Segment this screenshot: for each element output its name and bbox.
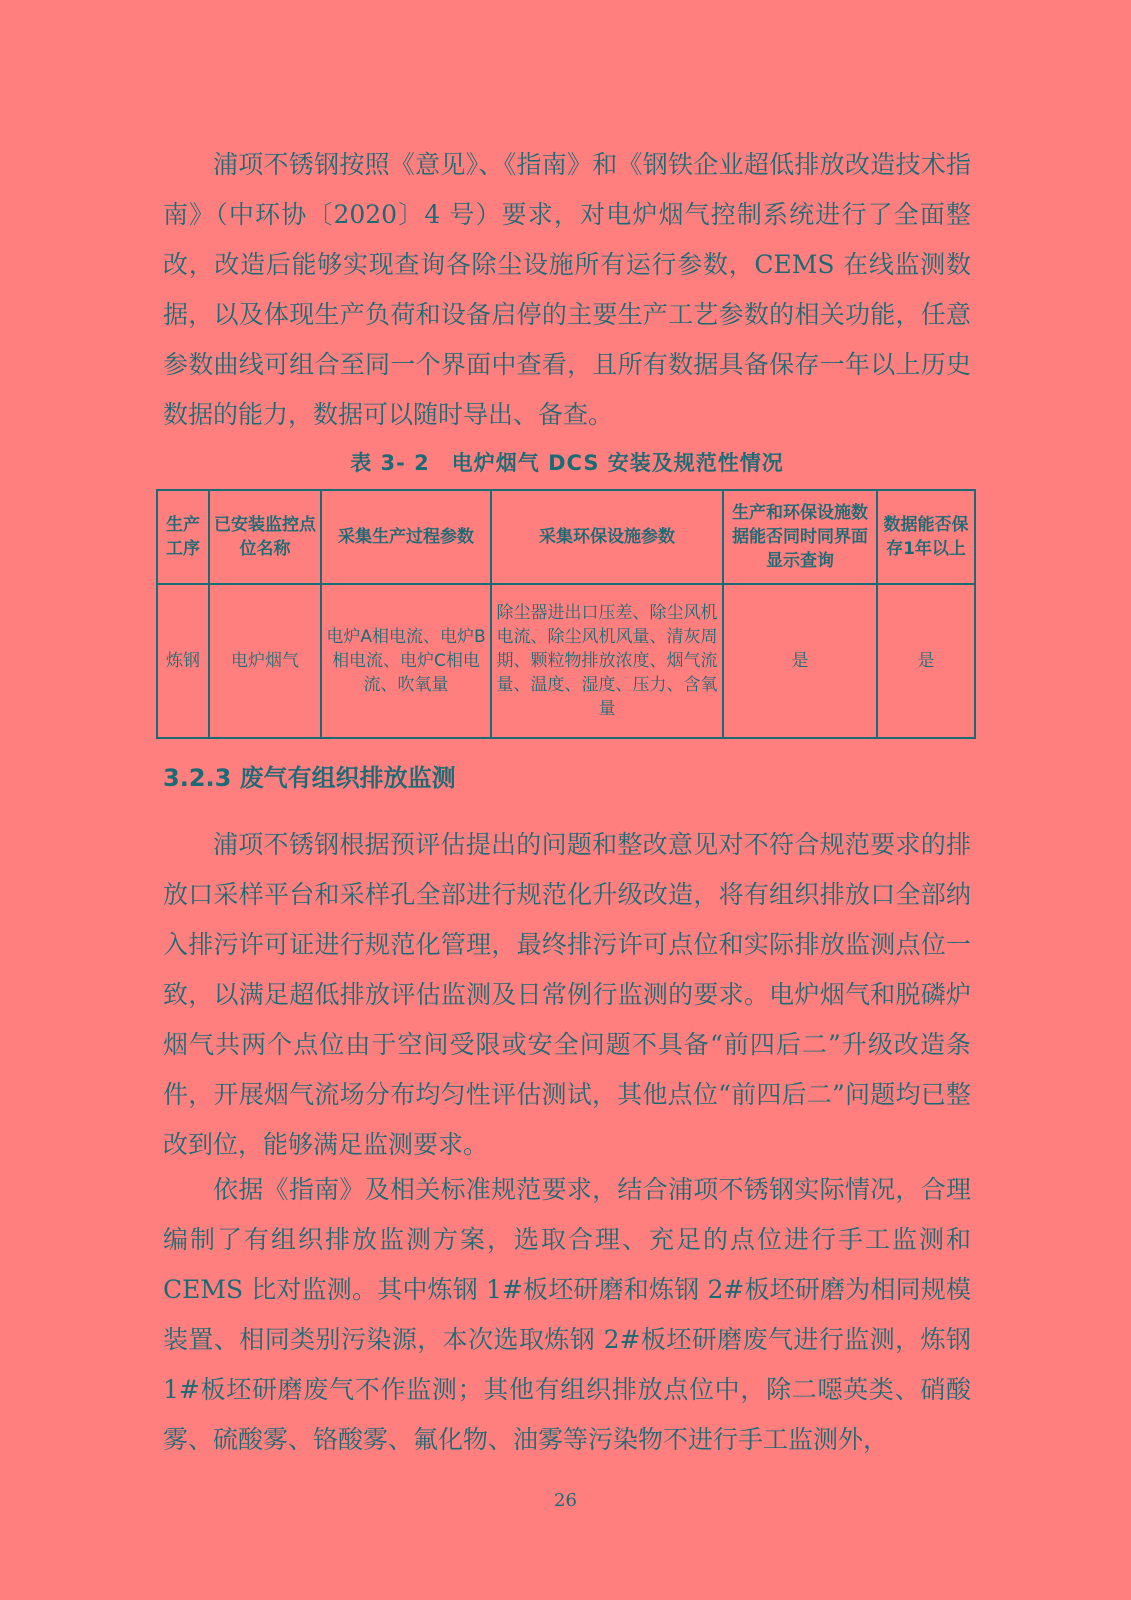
- table-header-row: [157, 490, 975, 584]
- table-row: [157, 584, 975, 738]
- cell-production-params: 电炉A相电流、电炉B相电流、电炉C相电流、吹氧量: [321, 584, 491, 738]
- paragraph-dcs-rectification: 浦项不锈钢按照《意见》、《指南》和《钢铁企业超低排放改造技术指南》（中环协〔2020〕4 号）要求，对电炉烟气控制系统进行了全面整改，改造后能够实现查询各除尘设施所有运行参数，CEMS 在线监测数据，以及体现生产负荷和设备启停的主要生产工艺参数的相关功能，任意参数曲线可组合至同一个界面中查看，且所有数据具备保存一年以上历史数据的能力，数据可以随时导出、备查。: [163, 150, 971, 429]
- header-process: 生产工序: [157, 490, 209, 584]
- header-production-params: 采集生产过程参数: [321, 490, 491, 584]
- table-caption: 表 3- 2 电炉烟气 DCS 安装及规范性情况: [350, 451, 784, 475]
- dcs-installation-table: [156, 489, 976, 739]
- cell-data-retention: 是: [877, 584, 975, 738]
- paragraph-sampling-upgrade: 浦项不锈钢根据预评估提出的问题和整改意见对不符合规范要求的排放口采样平台和采样孔全部进行规范化升级改造，将有组织排放口全部纳入排污许可证进行规范化管理，最终排污许可点位和实际排放监测点位一致，以满足超低排放评估监测及日常例行监测的要求。电炉烟气和脱磷炉烟气共两个点位由于空间受限或安全问题不具备“前四后二”升级改造条件，开展烟气流场分布均匀性评估测试，其他点位“前四后二”问题均已整改到位，能够满足监测要求。: [163, 830, 971, 1159]
- page-number: 26: [554, 1490, 577, 1511]
- header-environmental-params: 采集环保设施参数: [491, 490, 723, 584]
- cell-same-interface-query: 是: [723, 584, 877, 738]
- header-monitoring-point: 已安装监控点位名称: [209, 490, 321, 584]
- cell-process: 炼钢: [157, 584, 209, 738]
- section-heading: 3.2.3 废气有组织排放监测: [163, 764, 456, 792]
- paragraph-monitoring-plan: 依据《指南》及相关标准规范要求，结合浦项不锈钢实际情况，合理编制了有组织排放监测方案，选取合理、充足的点位进行手工监测和 CEMS 比对监测。其中炼钢 1#板坯研磨和炼钢 2#板坯研磨为相同规模装置、相同类别污染源，本次选取炼钢 2#板坯研磨废气进行监测，炼钢 1#板坯研磨废气不作监测；其他有组织排放点位中，除二噁英类、硝酸雾、硫酸雾、铬酸雾、氟化物、油雾等污染物不进行手工监测外，: [163, 1175, 971, 1454]
- header-same-interface-query: 生产和环保设施数据能否同时同界面显示查询: [723, 490, 877, 584]
- cell-monitoring-point: 电炉烟气: [209, 584, 321, 738]
- cell-environmental-params: 除尘器进出口压差、除尘风机电流、除尘风机风量、清灰周期、颗粒物排放浓度、烟气流量、温度、湿度、压力、含氧量: [491, 584, 723, 738]
- header-data-retention: 数据能否保存1年以上: [877, 490, 975, 584]
